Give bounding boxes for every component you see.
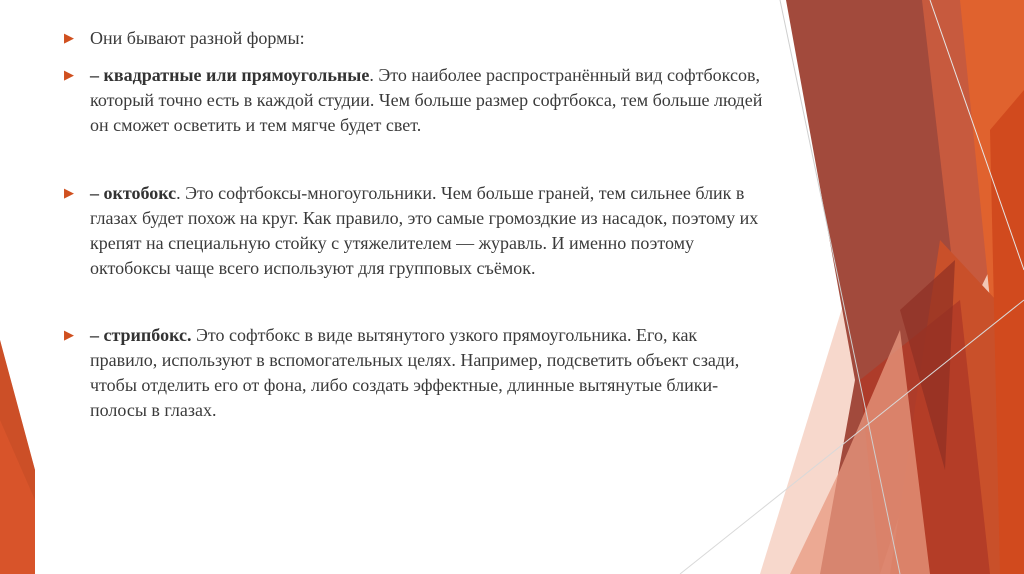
bullet-arrow-icon: ▶ bbox=[64, 186, 74, 201]
bullet-text bbox=[90, 63, 764, 138]
bullet-arrow-icon: ▶ bbox=[64, 68, 74, 83]
bullet-text bbox=[90, 181, 764, 281]
bullet-stripbox bbox=[64, 323, 764, 423]
bullet-octobox bbox=[64, 181, 764, 281]
bullet-body: Это софтбокс в виде вытянутого узкого прямоугольника. Его, как правило, используют в вспомогательных целях. Например, подсветить объект сзади, чтобы отделить его от фона, либо создать эффектные, длинные вытянутые блики-полосы в глазах. bbox=[90, 325, 740, 420]
bullet-lead: – квадратные или прямоугольные bbox=[90, 65, 370, 85]
bullet-arrow-icon: ▶ bbox=[64, 31, 74, 46]
bullet-square-softbox bbox=[64, 63, 764, 138]
bullet-lead: – октобокс bbox=[90, 183, 177, 203]
bullet-arrow-icon: ▶ bbox=[64, 328, 74, 343]
bullet-body: . Это наиболее распространённый вид софтбоксов, который точно есть в каждой студии. Чем больше размер софтбокса, тем больше людей он сможет осветить и тем мягче будет свет. bbox=[90, 65, 763, 135]
slide-content bbox=[64, 26, 764, 423]
bullet-body: . Это софтбоксы-многоугольники. Чем больше граней, тем сильнее блик в глазах будет похож на круг. Как правило, это самые громоздкие из насадок, поэтому их крепят на специальную стойку с утяжелителем — журавль. И именно поэтому октобоксы чаще всего используют для групповых съёмок. bbox=[90, 183, 759, 278]
bullet-text bbox=[90, 323, 764, 423]
bullet-lead: – стрипбокс. bbox=[90, 325, 192, 345]
bullet-body: Они бывают разной формы: bbox=[90, 28, 305, 48]
bullet-forms-intro bbox=[64, 26, 764, 51]
bullet-text bbox=[90, 26, 305, 51]
